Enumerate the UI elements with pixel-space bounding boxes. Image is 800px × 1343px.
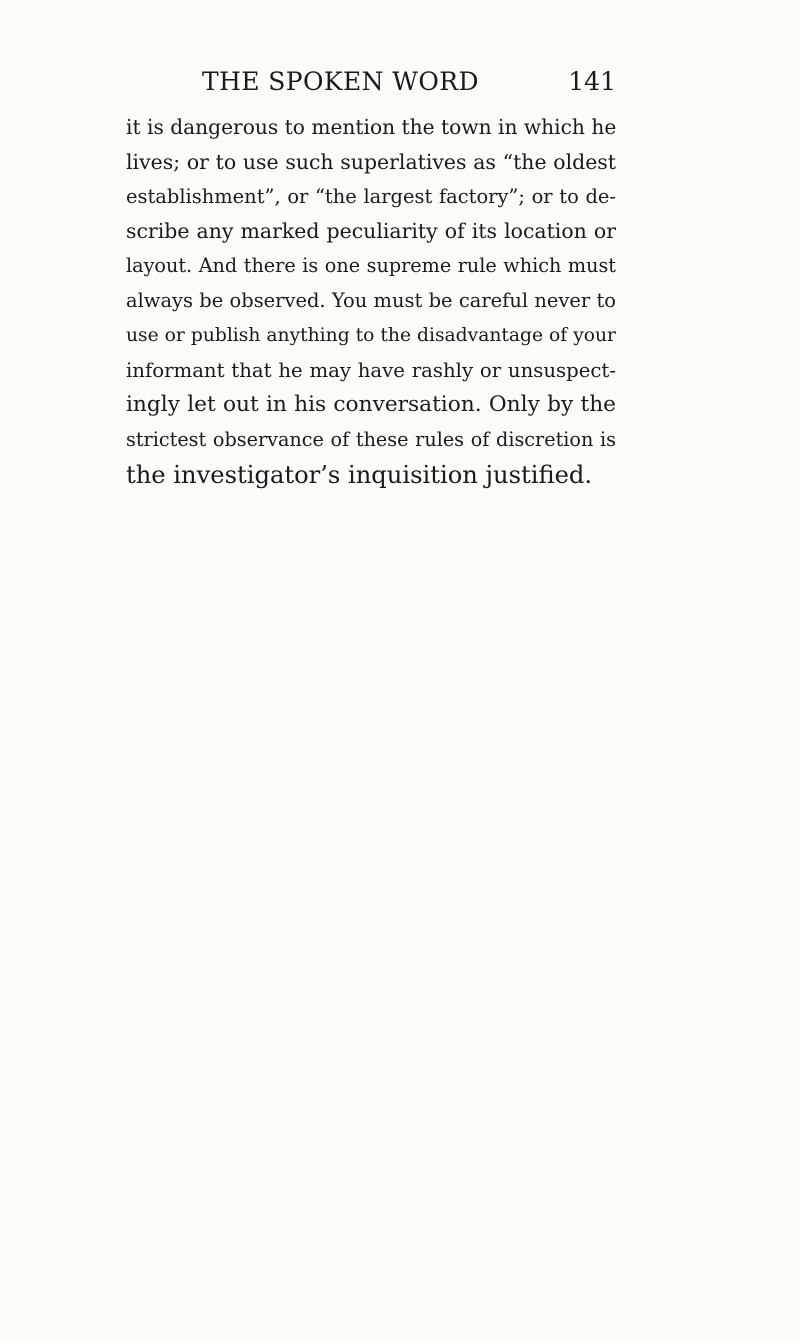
text-line: ingly let out in his conversation. Only by the [126, 392, 616, 418]
text-line: lives; or to use such superlatives as “the oldest [126, 149, 616, 174]
text-line: strictest observance of these rules of discretion is [126, 428, 616, 452]
page-number: 141 [568, 67, 616, 96]
text-line: establishment”, or “the largest factory”; or to de- [126, 184, 616, 208]
running-title: THE SPOKEN WORD [202, 67, 479, 96]
text-line: scribe any marked peculiarity of its location or [126, 219, 616, 244]
text-line: always be observed. You must be careful never to [126, 288, 616, 312]
text-line: use or publish anything to the disadvantage of your [126, 324, 616, 346]
text-line: layout. And there is one supreme rule which must [126, 254, 616, 278]
text-line: it is dangerous to mention the town in which he [126, 115, 617, 139]
body-paragraph [126, 110, 616, 493]
running-head [126, 66, 616, 98]
text-line: the investigator’s inquisition justified. [126, 460, 593, 489]
text-line: informant that he may have rashly or unsuspect- [126, 358, 616, 382]
